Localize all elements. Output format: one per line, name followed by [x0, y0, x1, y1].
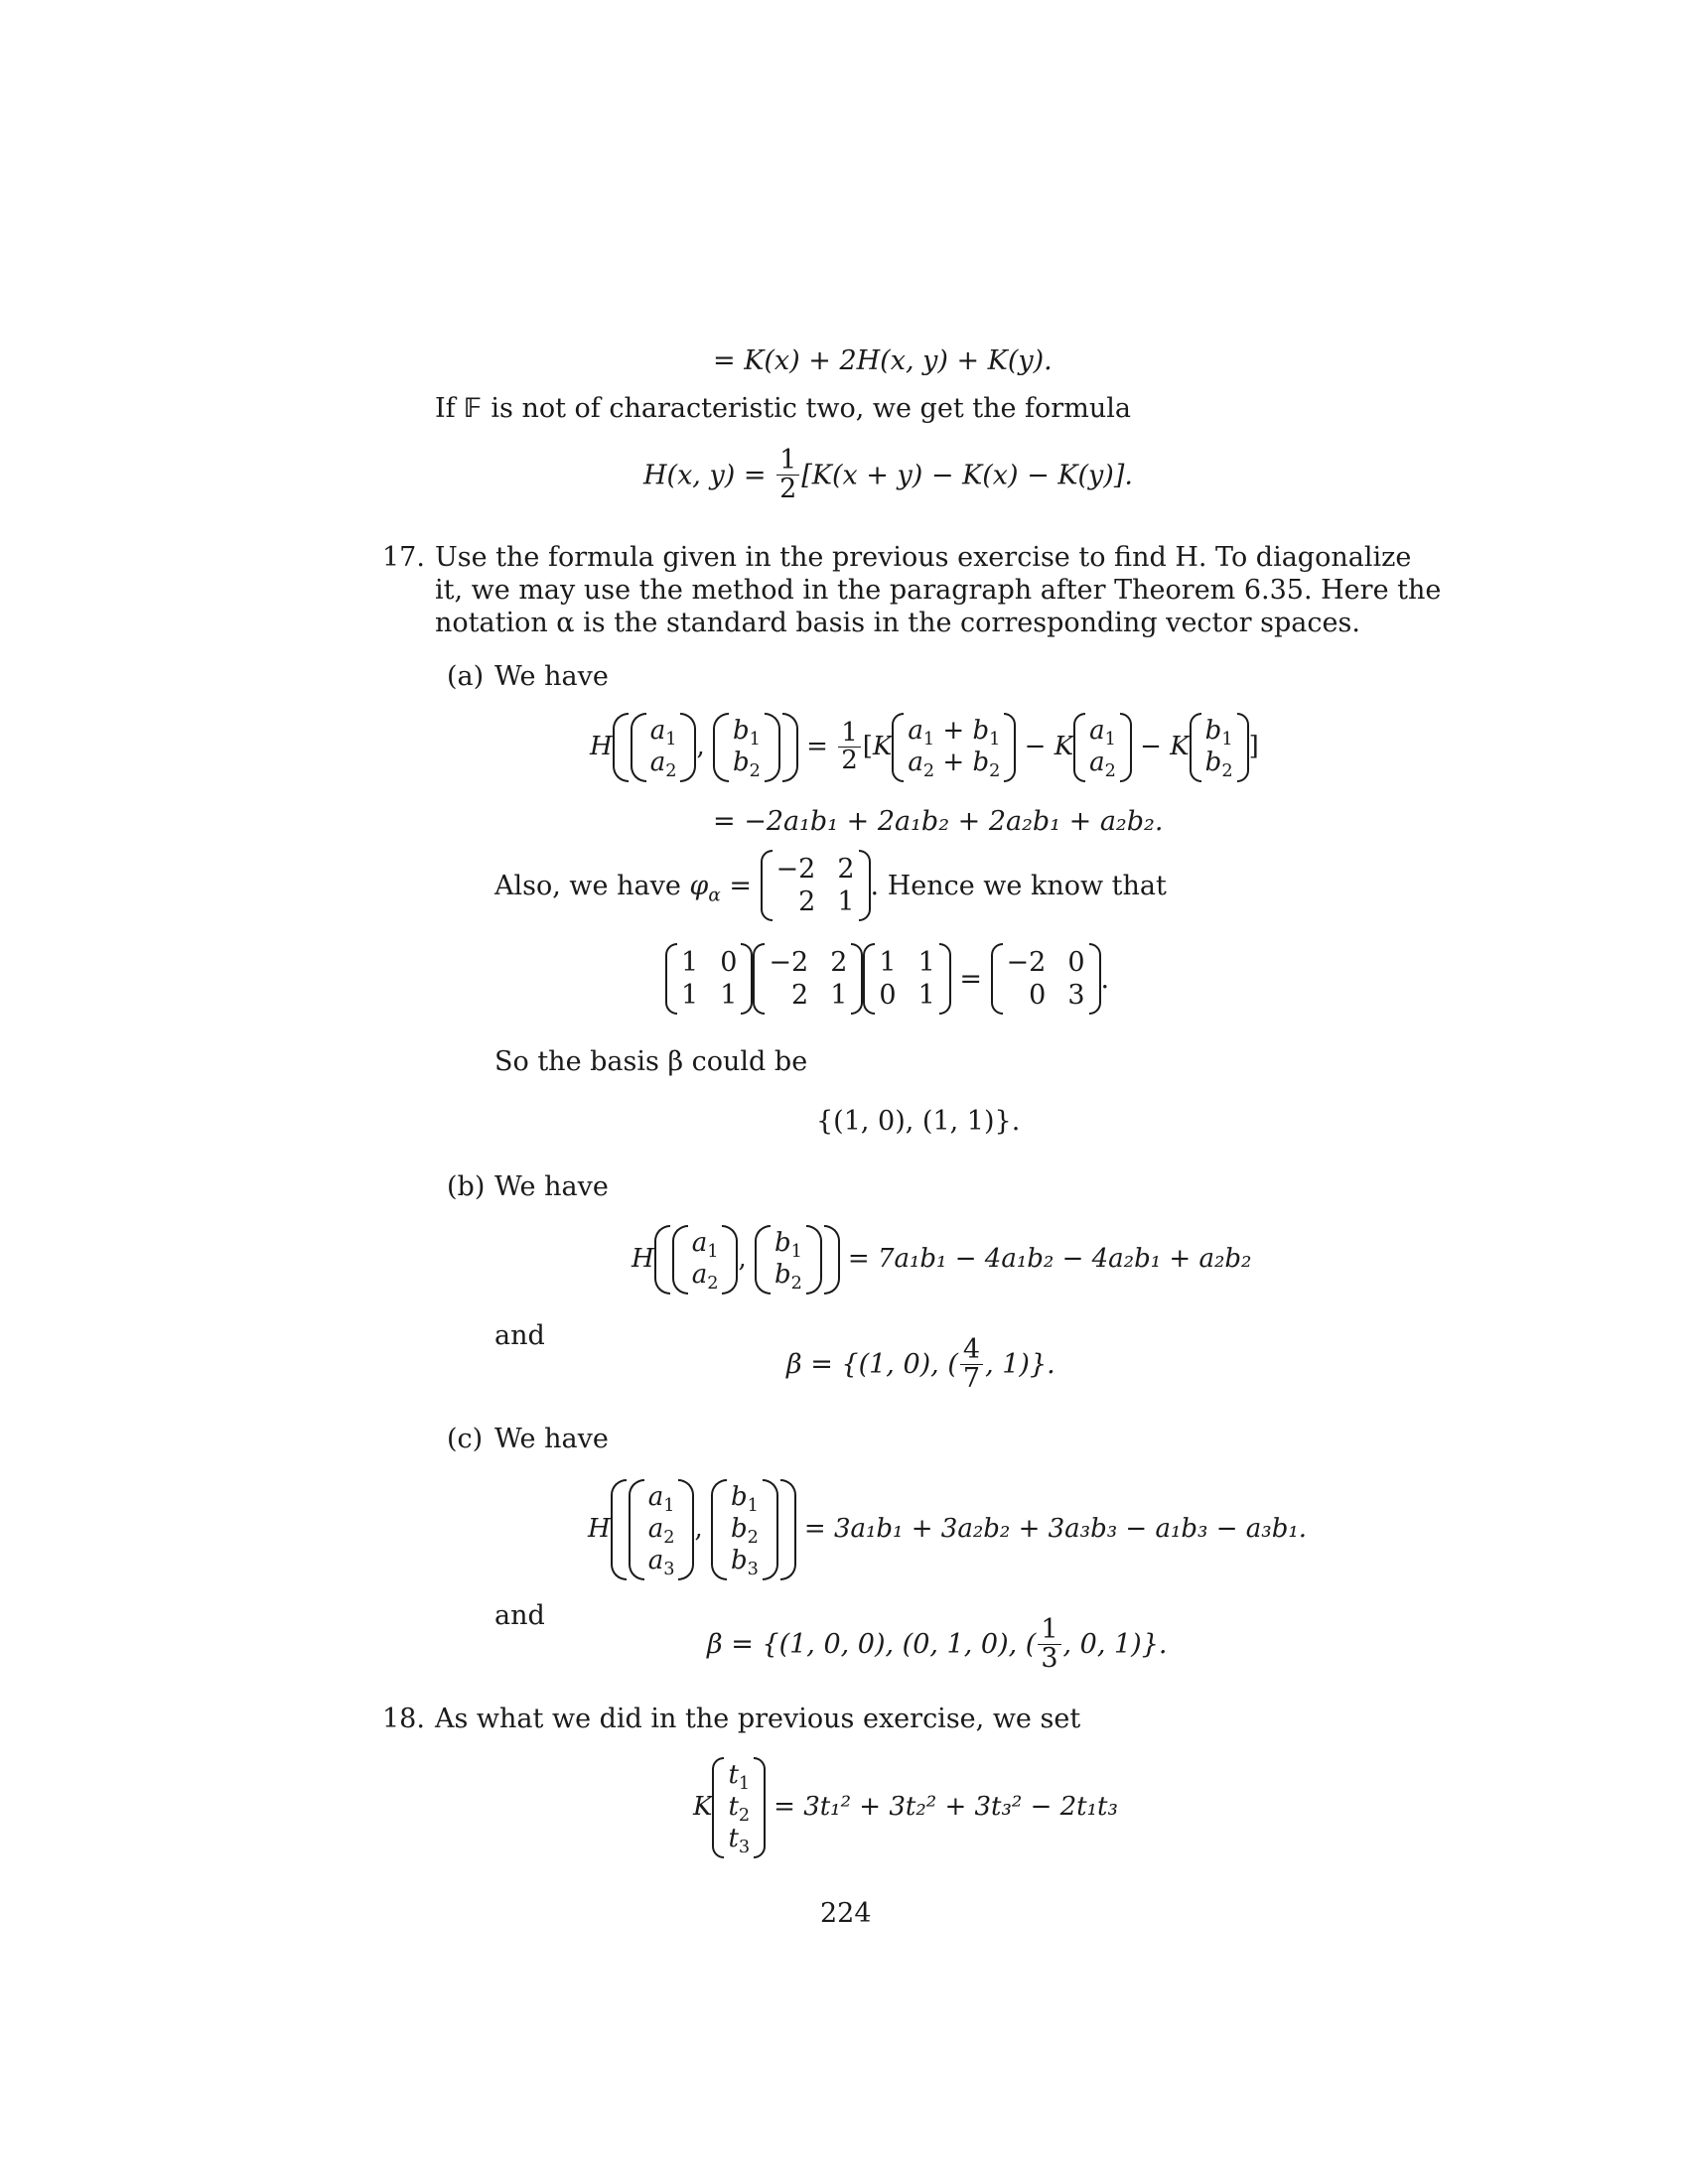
phi-alpha-matrix: −2 2 2 1 — [761, 850, 871, 921]
intro-pre: If — [435, 393, 456, 424]
exercise-18-number: 18. — [382, 1704, 425, 1734]
intro-line — [435, 393, 1131, 424]
formula-fraction — [776, 447, 799, 504]
page-number: 224 — [820, 1898, 872, 1929]
equation-top: = K(x) + 2H(x, y) + K(y). — [713, 345, 1053, 376]
fraction-numerator: 1 — [776, 447, 799, 476]
part-a-label: (a) — [447, 661, 485, 692]
exercise-18-rhs: = 3t₁² + 3t₂² + 3t₃² − 2t₁t₃ — [774, 1791, 1118, 1822]
part-a-also: Also, we have $\varphi_\alpha$ = −2 2 2 1 . Hence we know that — [494, 850, 1167, 921]
beta-pre: β = {(1, 0, 0), (0, 1, 0), ( — [707, 1629, 1037, 1661]
part-c-text: We have — [494, 1424, 609, 1454]
beta-fraction — [960, 1336, 983, 1394]
beta-post: , 1)}. — [985, 1349, 1055, 1381]
frac-num: 1 — [1038, 1616, 1060, 1645]
polarization-formula — [643, 447, 1133, 504]
fraction-denominator: 2 — [779, 474, 797, 505]
part-b-text: We have — [494, 1171, 609, 1202]
part-b-beta — [786, 1336, 1055, 1394]
part-a-equation: H $a_1$ $a_2$ , $b_1$ $b_2$ = $\frac{1}{2}$ [ K $a_1 + b_1$ $a_2 + b_2$ − K $a_1$ $a_2$ − K $b_1$ $b_2$ ] — [590, 713, 1259, 782]
beta-fraction — [1038, 1616, 1060, 1674]
part-c-rhs: = 3a₁b₁ + 3a₂b₂ + 3a₃b₃ − a₁b₃ − a₃b₁. — [803, 1513, 1308, 1544]
part-c-and: and — [494, 1600, 545, 1631]
exercise-17-line1: Use the formula given in the previous exercise to find H. To diagonalize — [435, 542, 1412, 573]
formula-rhs: [K(x + y) − K(x) − K(y)]. — [801, 460, 1133, 491]
frac-num: 4 — [960, 1336, 983, 1365]
intro-post: is not of characteristic two, we get the formula — [491, 393, 1131, 424]
exercise-17-number: 17. — [382, 542, 425, 573]
part-c-beta — [707, 1616, 1167, 1674]
part-b-label: (b) — [447, 1171, 486, 1202]
exercise-17-line3: notation α is the standard basis in the corresponding vector spaces. — [435, 608, 1360, 638]
part-a-also-post: . Hence we know that — [870, 870, 1167, 901]
formula-lhs: H(x, y) = — [643, 460, 767, 491]
part-b-and: and — [494, 1320, 545, 1351]
exercise-18-line1: As what we did in the previous exercise, we set — [435, 1704, 1081, 1734]
part-b-equation: H $a_1$ $a_2$ , $b_1$ $b_2$ = 7a₁b₁ − 4a₁b₂ − 4a₂b₁ + a₂b₂ — [632, 1225, 1251, 1295]
field-symbol: 𝔽 — [464, 393, 483, 424]
part-c-label: (c) — [447, 1424, 484, 1454]
part-a-basis: {(1, 0), (1, 1)}. — [816, 1106, 1021, 1137]
exercise-18-equation: K $t_1$ $t_2$ $t_3$ = 3t₁² + 3t₂² + 3t₃² − 2t₁t₃ — [693, 1757, 1118, 1858]
beta-post: , 0, 1)}. — [1062, 1629, 1168, 1661]
frac-den: 7 — [962, 1363, 981, 1395]
matrix-product: 1 0 1 1 −2 2 2 1 1 1 0 1 = −2 0 0 3 . — [665, 943, 1109, 1015]
basis-text: So the basis β could be — [494, 1046, 808, 1077]
part-a-basis-text — [494, 1046, 807, 1077]
frac-den: 3 — [1041, 1643, 1058, 1675]
part-c-equation: H $a_1$ $a_2$ $a_3$ , $b_1$ $b_2$ $b_3$ = 3a₁b₁ + 3a₂b₂ + 3a₃b₃ − a₁b₃ − a₃b₁. — [588, 1479, 1307, 1580]
part-a-also-pre: Also, we have — [494, 870, 681, 901]
part-b-rhs: = 7a₁b₁ − 4a₁b₂ − 4a₂b₁ + a₂b₂ — [847, 1243, 1252, 1274]
exercise-17-line2: it, we may use the method in the paragraph after Theorem 6.35. Here the — [435, 575, 1442, 606]
part-a-text: We have — [494, 661, 609, 692]
beta-pre: β = {(1, 0), ( — [786, 1349, 958, 1381]
part-a-line2: = −2a₁b₁ + 2a₁b₂ + 2a₂b₁ + a₂b₂. — [713, 806, 1164, 837]
